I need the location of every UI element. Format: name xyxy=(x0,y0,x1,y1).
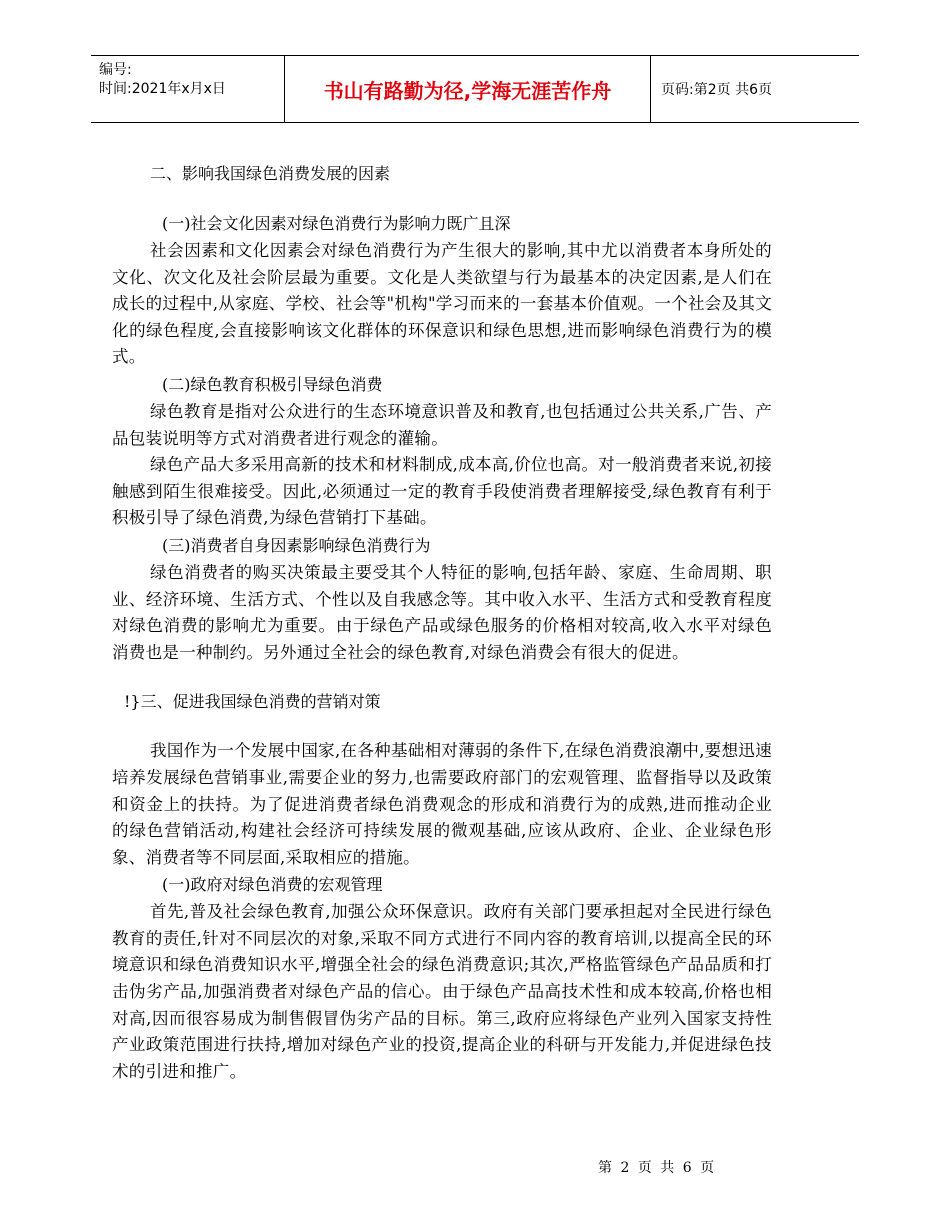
section-2-subheading-1: (一)社会文化因素对绿色消费行为影响力既广且深 xyxy=(162,214,511,233)
section-2-subheading-3: (三)消费者自身因素影响绿色消费行为 xyxy=(162,535,431,555)
paragraph: 我国作为一个发展中国家,在各种基础相对薄弱的条件下,在绿色消费浪潮中,要想迅速培养发展绿色营销事业,需要企业的努力,也需要政府部门的宏观管理、监督指导以及政策和资金上的扶持。为了促进消费者绿色消费观念的形成和消费行为的成熟,进而推动企业的绿色营销活动,构建社会经济可持续发展的微观基础,应该从政府、企业、企业绿色形象、消费者等不同层面,采取相应的措施。 xyxy=(112,741,772,867)
document-number-label: 编号: xyxy=(99,62,132,78)
header-meta xyxy=(91,56,285,122)
section-3-subheading-1: (一)政府对绿色消费的宏观管理 xyxy=(162,875,383,895)
header-motto: 书山有路勤为径,学海无涯苦作舟 xyxy=(285,56,651,122)
document-body xyxy=(112,160,772,1085)
paragraph: 绿色消费者的购买决策最主要受其个人特征的影响,包括年龄、家庭、生命周期、职业、经济环境、生活方式、个性以及自我感念等。其中收入水平、生活方式和受教育程度对绿色消费的影响尤为重要。由于绿色产品或绿色服务的价格相对较高,收入水平对绿色消费也是一种制约。另外通过全社会的绿色教育,对绿色消费会有很大的促进。 xyxy=(112,562,772,662)
paragraph: 首先,普及社会绿色教育,加强公众环保意识。政府有关部门要承担起对全民进行绿色教育的责任,针对不同层次的对象,采取不同方式进行不同内容的教育培训,以提高全民的环境意识和绿色消费知识水平,增强全社会的绿色消费意识;其次,严格监管绿色产品品质和打击伪劣产品,加强消费者对绿色产品的信心。由于绿色产品高技术性和成本较高,价格也相对高,因而很容易成为制售假冒伪劣产品的目标。第三,政府应将绿色产业列入国家支持性产业政策范围进行扶持,增加对绿色产业的投资,提高企业的科研与开发能力,并促进绿色技术的引进和推广。 xyxy=(112,902,772,1081)
paragraph: 社会因素和文化因素会对绿色消费行为产生很大的影响,其中尤以消费者本身所处的文化、次文化及社会阶层最为重要。文化是人类欲望与行为最基本的决定因素,是人们在成长的过程中,从家庭、学校、社会等"机构"学习而来的一套基本价值观。一个社会及其文化的绿色程度,会直接影响该文化群体的环保意识和绿色思想,进而影响绿色消费行为的模式。 xyxy=(112,241,772,367)
page-footer: 第 2 页 共 6 页 xyxy=(598,1160,717,1176)
page-header xyxy=(91,55,859,123)
section-2-subheading-2: (二)绿色教育积极引导绿色消费 xyxy=(162,374,383,394)
document-time-label: 时间:2021年x月x日 xyxy=(99,81,226,97)
header-page-info: 页码:第2页 共6页 xyxy=(661,82,772,98)
paragraph: 绿色产品大多采用高新的技术和材料制成,成本高,价位也高。对一般消费者来说,初接触感到陌生很难接受。因此,必须通过一定的教育手段使消费者理解接受,绿色教育有利于积极引导了绿色消费,为绿色营销打下基础。 xyxy=(112,455,772,528)
paragraph: 绿色教育是指对公众进行的生态环境意识普及和教育,也包括通过公共关系,广告、产品包装说明等方式对消费者进行观念的灌输。 xyxy=(112,401,772,448)
section-3-heading: !}三、促进我国绿色消费的营销对策 xyxy=(124,692,381,712)
section-2-heading: 二、影响我国绿色消费发展的因素 xyxy=(150,164,391,183)
